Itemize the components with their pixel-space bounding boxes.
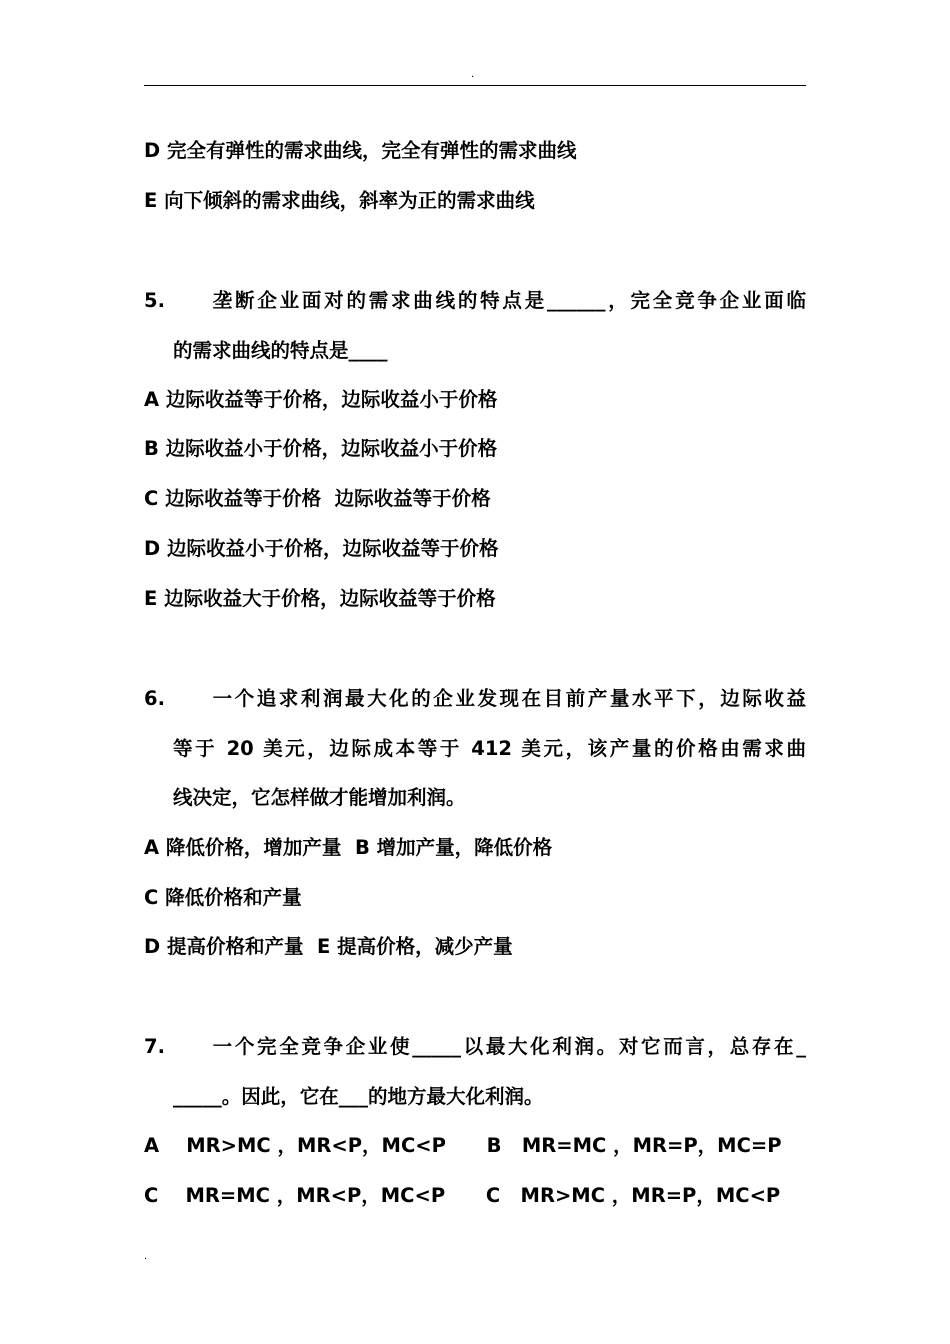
q6-option-d-e: D 提高价格和产量 E 提高价格，减少产量 xyxy=(144,935,513,958)
q4-option-e: E 向下倾斜的需求曲线，斜率为正的需求曲线 xyxy=(144,189,535,212)
q7-option-a-b: A MR>MC ，MR<P，MC<P B MR=MC ，MR=P，MC=P xyxy=(144,1134,782,1157)
q5-stem-line-1 xyxy=(144,288,806,314)
q7-option-c-c: C MR=MC ，MR<P，MC<P C MR>MC ，MR=P，MC<P xyxy=(144,1184,781,1207)
q6-option-a-b: A 降低价格，增加产量 B 增加产量，降低价格 xyxy=(144,836,553,859)
q5-option-a: A 边际收益等于价格，边际收益小于价格 xyxy=(144,388,498,411)
q6-stem-text: 一个追求利润最大化的企业发现在目前产量水平下，边际收益 xyxy=(210,687,806,710)
q7-number: 7. xyxy=(144,1035,165,1058)
q6-stem-line-3: 线决定，它怎样做才能增加利润。 xyxy=(173,786,466,809)
q6-stem-line-1 xyxy=(144,686,806,712)
q5-option-b: B 边际收益小于价格，边际收益小于价格 xyxy=(144,437,498,460)
q5-option-d: D 边际收益小于价格，边际收益等于价格 xyxy=(144,537,499,560)
q5-stem-line-2: 的需求曲线的特点是____ xyxy=(173,339,388,362)
header-mark: . xyxy=(471,69,475,80)
q7-stem-text: 一个完全竞争企业使_____以最大化利润。对它而言，总存在_ xyxy=(210,1035,806,1058)
q6-option-c: C 降低价格和产量 xyxy=(144,886,302,909)
q7-stem-line-2: _____。因此，它在___的地方最大化利润。 xyxy=(173,1085,544,1108)
q5-number: 5. xyxy=(144,289,165,312)
q5-stem-text: 垄断企业面对的需求曲线的特点是______，完全竞争企业面临 xyxy=(210,289,806,312)
footer-mark: . xyxy=(144,1251,148,1262)
header-rule xyxy=(144,85,806,86)
q5-option-c: C 边际收益等于价格 边际收益等于价格 xyxy=(144,487,491,510)
q6-stem-line-2: 等于 20 美元，边际成本等于 412 美元，该产量的价格由需求曲 xyxy=(173,737,806,760)
q6-number: 6. xyxy=(144,687,165,710)
q4-option-d: D 完全有弹性的需求曲线，完全有弹性的需求曲线 xyxy=(144,139,577,162)
q7-stem-line-1 xyxy=(144,1034,806,1060)
q5-option-e: E 边际收益大于价格，边际收益等于价格 xyxy=(144,587,496,610)
